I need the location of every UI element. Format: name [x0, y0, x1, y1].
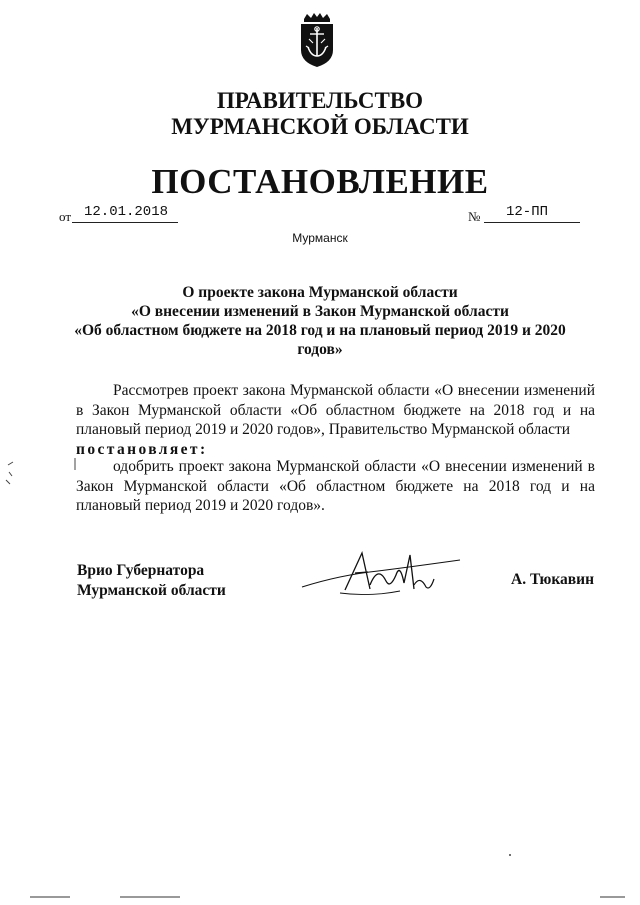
subject-line: О проекте закона Мурманской области: [182, 284, 458, 301]
signatory-position: [77, 561, 226, 600]
date-value: 12.01.2018: [72, 204, 178, 223]
document-type-title: ПОСТАНОВЛЕНИЕ: [151, 162, 489, 201]
government-name-line1: ПРАВИТЕЛЬСТВО: [216, 88, 424, 113]
coat-of-arms-icon: [297, 12, 337, 68]
subject-line: годов»: [297, 341, 343, 358]
number-label: №: [468, 209, 481, 224]
subject-line: «Об областном бюджете на 2018 год и на плановый период 2019 и 2020: [74, 322, 566, 339]
government-name-line2: МУРМАНСКОЙ ОБЛАСТИ: [171, 114, 469, 139]
signatory-position-line2: Мурманской области: [77, 581, 226, 599]
document-number-value: 12-ПП: [484, 204, 580, 223]
signatory-name: А. Тюкавин: [511, 571, 595, 588]
decides-keyword: постановляет:: [76, 440, 208, 458]
city-name: Мурманск: [292, 231, 348, 245]
signatory-position-line1: Врио Губернатора: [77, 562, 205, 579]
handwritten-signature-icon: [300, 545, 465, 603]
preamble-paragraph: [76, 381, 595, 459]
date-label: от: [59, 209, 72, 224]
document-subject: [60, 283, 580, 359]
preamble-text: Рассмотрев проект закона Мурманской области «О внесении изменений в Закон Мурманской области «Об областном бюджете на 2018 год и на плановый период 2019 и 2020 годов», Правительство Мурманской области: [76, 382, 595, 438]
subject-line: «О внесении изменений в Закон Мурманской области: [131, 303, 509, 320]
resolution-paragraph: одобрить проект закона Мурманской области «О внесении изменений в Закон Мурманской области «Об областном бюджете на 2018 год и на плановый период 2019 и 2020 годов».: [76, 458, 595, 514]
